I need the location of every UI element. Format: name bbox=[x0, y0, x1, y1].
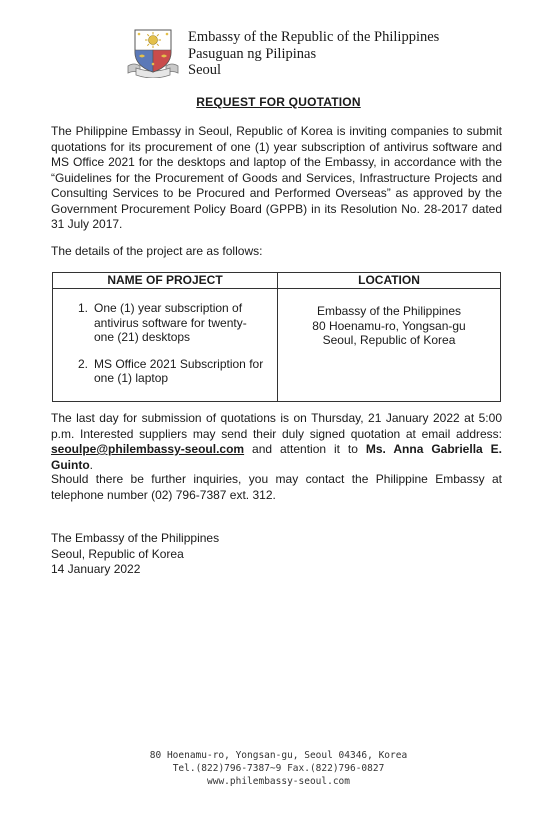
list-item bbox=[78, 301, 265, 345]
footer bbox=[0, 749, 557, 788]
project-cell bbox=[53, 289, 278, 402]
inquiries-paragraph: Should there be further inquiries, you may contact the Philippine Embassy at telephone number (02) 796-7387 ext. 312. bbox=[51, 472, 502, 502]
list-item-text: One (1) year subscription of antivirus software for twenty-one (21) desktops bbox=[94, 301, 247, 344]
location-line: 80 Hoenamu-ro, Yongsan-gu bbox=[312, 318, 466, 333]
signoff-sender: The Embassy of the Philippines bbox=[51, 531, 220, 545]
signoff-date: 14 January 2022 bbox=[51, 562, 141, 576]
letterhead-city: Seoul bbox=[188, 62, 222, 78]
list-item bbox=[78, 357, 265, 386]
deadline-text: and attention it to bbox=[244, 442, 366, 456]
project-list bbox=[53, 289, 277, 386]
table-header-row bbox=[53, 273, 501, 289]
intro-paragraph: The Philippine Embassy in Seoul, Republic of Korea is inviting companies to submit quotations for its procurement of one (1) year subscription of antivirus software and MS Office 2021 for the desktops and laptop of the Embassy, in accordance with the “Guidelines for the Procurement of Goods and Services, Infrastructure Projects and Consulting Services to be Procured and Performed Overseas” as approved by the Government Procurement Policy Board (GPPB) in its Resolution No. 28-2017 dated 31 July 2017. bbox=[51, 124, 502, 231]
document-title: REQUEST FOR QUOTATION bbox=[196, 95, 361, 109]
column-header-project: NAME OF PROJECT bbox=[53, 273, 278, 289]
details-intro: The details of the project are as follows: bbox=[51, 244, 263, 258]
contact-person: Ms. Anna Gabriella E. Guinto bbox=[51, 442, 502, 472]
footer-address: 80 Hoenamu-ro, Yongsan-gu, Seoul 04346, Korea bbox=[149, 750, 408, 761]
deadline-paragraph bbox=[51, 411, 502, 473]
list-item-number: 2. bbox=[78, 356, 89, 371]
philippine-coat-of-arms-icon bbox=[126, 26, 180, 78]
location-address bbox=[278, 289, 500, 348]
letterhead-embassy-name: Embassy of the Republic of the Philippines bbox=[188, 29, 440, 45]
table-row bbox=[53, 289, 501, 402]
location-cell bbox=[278, 289, 501, 402]
column-header-location: LOCATION bbox=[278, 273, 501, 289]
letterhead bbox=[188, 29, 439, 79]
letterhead-filipino-name: Pasuguan ng Pilipinas bbox=[188, 45, 317, 62]
deadline-text: . bbox=[89, 457, 93, 472]
footer-website[interactable]: www.philembassy-seoul.com bbox=[207, 776, 350, 787]
signoff bbox=[51, 531, 219, 578]
list-item-text: MS Office 2021 Subscription for one (1) laptop bbox=[94, 356, 264, 385]
email-link[interactable]: seoulpe@philembassy-seoul.com bbox=[51, 442, 245, 456]
location-line: Embassy of the Philippines bbox=[316, 304, 462, 318]
project-table bbox=[52, 272, 501, 402]
footer-phone-fax: Tel.(822)796-7387~9 Fax.(822)796-0827 bbox=[172, 763, 385, 774]
list-item-number: 1. bbox=[78, 301, 89, 315]
deadline-text: The last day for submission of quotations is on Thursday, 21 January 2022 at 5:00 p.m. Interested suppliers may send their duly signed quotation at email address: bbox=[51, 411, 502, 441]
location-line: Seoul, Republic of Korea bbox=[322, 333, 456, 347]
signoff-location: Seoul, Republic of Korea bbox=[51, 546, 184, 561]
